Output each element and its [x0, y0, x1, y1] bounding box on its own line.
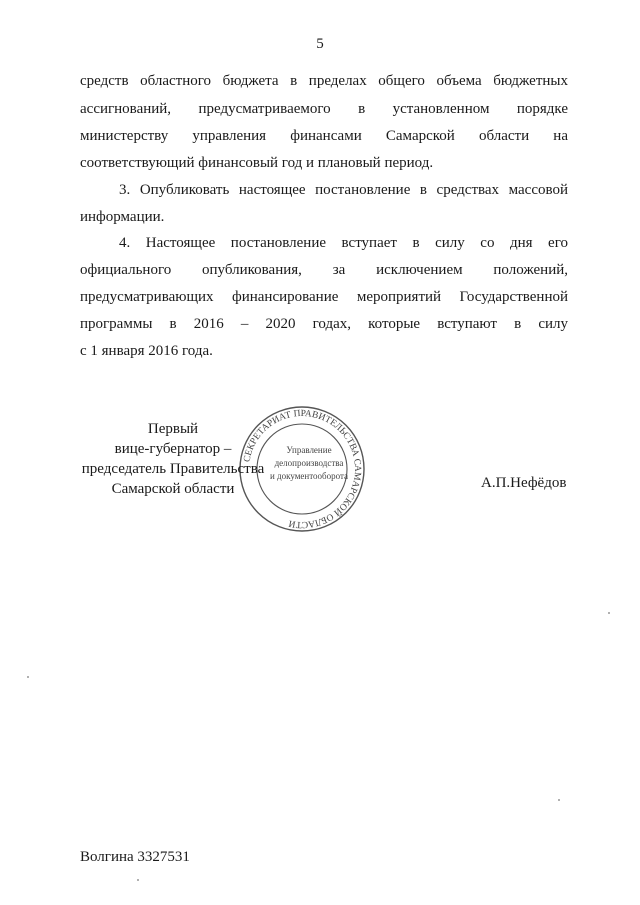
- executor-footer: Волгина 3327531: [80, 849, 190, 865]
- body-line: официального опубликования, за исключением положений,: [80, 262, 568, 278]
- body-line: соответствующий финансовый год и плановый период.: [80, 155, 434, 171]
- body-line: информации.: [80, 209, 165, 225]
- stamp-center-line: и документооборота: [269, 471, 349, 481]
- scan-speck: [137, 879, 139, 881]
- scan-speck: [27, 676, 29, 678]
- signature-title-line: Самарской области: [111, 481, 235, 497]
- scan-speck: [608, 612, 610, 614]
- scan-speck: [558, 799, 560, 801]
- body-line: предусматривающих финансирование мероприятий Государственной: [80, 289, 568, 305]
- body-line: программы в 2016 – 2020 годах, которые вступают в силу: [80, 316, 568, 332]
- body-line: 3. Опубликовать настоящее постановление в средствах массовой: [119, 182, 568, 198]
- signature-title: [66, 419, 280, 499]
- body-line: ассигнований, предусматриваемого в установленном порядке: [80, 101, 568, 117]
- page-number: 5: [316, 36, 324, 52]
- signer-name: А.П.Нефёдов: [481, 475, 567, 491]
- signature-title-line: председатель Правительства: [81, 461, 265, 477]
- stamp-ring-text: СЕКРЕТАРИАТ ПРАВИТЕЛЬСТВА САМАРСКОЙ ОБЛАСТИ: [242, 408, 363, 530]
- body-line: 4. Настоящее постановление вступает в силу со дня его: [119, 235, 568, 251]
- body-line: с 1 января 2016 года.: [80, 343, 213, 359]
- body-line: средств областного бюджета в пределах общего объема бюджетных: [80, 73, 568, 89]
- stamp-center-line: делопроизводства: [274, 458, 344, 468]
- signature-title-line: вице-губернатор –: [114, 441, 232, 457]
- signature-title-line: Первый: [147, 421, 199, 437]
- stamp-center-line: Управление: [286, 445, 332, 455]
- body-line: министерству управления финансами Самарской области на: [80, 128, 568, 144]
